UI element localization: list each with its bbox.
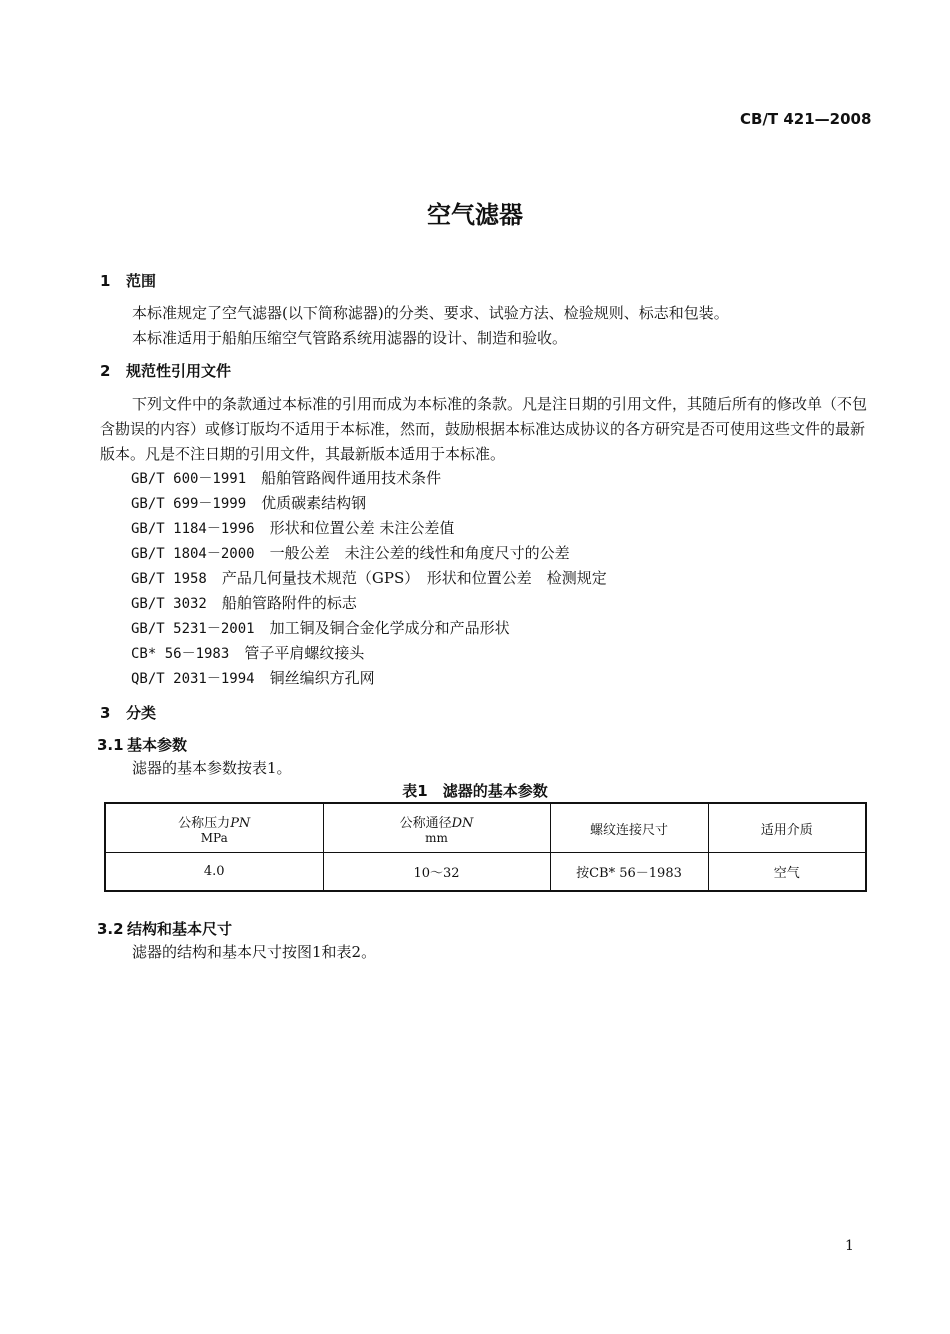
reference-item — [131, 517, 454, 538]
header-medium: 适用介质 — [708, 803, 866, 853]
reference-title: 一般公差 未注公差的线性和角度尺寸的公差 — [269, 544, 570, 562]
reference-title: 船舶管路附件的标志 — [221, 594, 357, 612]
pressure-unit: MPa — [200, 830, 228, 845]
reference-code: GB/T 3032 — [131, 596, 207, 612]
reference-title: 加工铜及铜合金化学成分和产品形状 — [269, 619, 510, 637]
reference-item — [131, 492, 366, 513]
cell-diameter: 10～32 — [323, 853, 550, 892]
reference-title: 船舶管路阀件通用技术条件 — [261, 469, 442, 487]
reference-title: 产品几何量技术规范（GPS） 形状和位置公差 检测规定 — [221, 569, 607, 587]
reference-item — [131, 592, 357, 613]
reference-title: 铜丝编织方孔网 — [269, 669, 375, 687]
document-title: 空气滤器 — [427, 201, 523, 229]
diameter-symbol: DN — [451, 815, 474, 831]
section-3-1-number: 3.1 — [97, 736, 124, 754]
reference-code: GB/T 600－1991 — [131, 471, 247, 487]
cell-thread: 按CB* 56－1983 — [550, 853, 708, 892]
section-3-2-text: 滤器的结构和基本尺寸按图1和表2。 — [132, 943, 377, 961]
reference-code: GB/T 699－1999 — [131, 496, 247, 512]
section-2-title: 规范性引用文件 — [126, 362, 232, 380]
section-3-title: 分类 — [126, 704, 157, 722]
header-nominal-diameter — [323, 803, 550, 853]
reference-code: QB/T 2031－1994 — [131, 671, 255, 687]
reference-item — [131, 667, 375, 688]
section-1-para-2: 本标准适用于船舶压缩空气管路系统用滤器的设计、制造和验收。 — [132, 329, 568, 347]
reference-item — [131, 542, 570, 563]
table-1-caption: 表1 滤器的基本参数 — [402, 782, 548, 800]
reference-code: GB/T 1804－2000 — [131, 546, 255, 562]
section-3-1-title: 基本参数 — [127, 736, 188, 754]
standard-code: CB/T 421—2008 — [740, 110, 872, 128]
reference-title: 管子平肩螺纹接头 — [244, 644, 365, 662]
section-1-para-1: 本标准规定了空气滤器(以下简称滤器)的分类、要求、试验方法、检验规则、标志和包装。 — [132, 304, 729, 322]
section-1-title: 范围 — [126, 272, 157, 290]
pressure-symbol: PN — [230, 815, 251, 831]
section-3-2-number: 3.2 — [97, 920, 124, 938]
reference-item — [131, 642, 364, 663]
reference-item — [131, 467, 441, 488]
diameter-label: 公称通径 — [399, 815, 452, 831]
reference-item — [131, 567, 607, 588]
reference-title: 优质碳素结构钢 — [261, 494, 367, 512]
reference-item — [131, 617, 510, 638]
section-3-1-text: 滤器的基本参数按表1。 — [132, 759, 292, 777]
cell-pressure: 4.0 — [105, 853, 323, 892]
cell-medium: 空气 — [708, 853, 866, 892]
pressure-label: 公称压力 — [178, 815, 231, 831]
table-row — [105, 853, 866, 892]
section-1-number: 1 — [100, 272, 111, 290]
section-2-number: 2 — [100, 362, 111, 380]
reference-title: 形状和位置公差 未注公差值 — [269, 519, 455, 537]
table-1-basic-parameters — [104, 802, 867, 892]
section-3-2-heading — [97, 918, 232, 939]
section-3-1-heading — [97, 734, 187, 755]
reference-code: CB* 56－1983 — [131, 646, 230, 662]
diameter-unit: mm — [425, 830, 448, 845]
header-thread-size: 螺纹连接尺寸 — [550, 803, 708, 853]
table-header-row — [105, 803, 866, 853]
section-2-heading — [100, 360, 231, 381]
section-1-heading — [100, 270, 156, 291]
section-3-heading — [100, 702, 156, 723]
section-2-intro: 下列文件中的条款通过本标准的引用而成为本标准的条款。凡是注日期的引用文件，其随后所有的修改单（不包含勘误的内容）或修订版均不适用于本标准，然而，鼓励根据本标准达成协议的各方研究是否可使用这些文件的最新版本。凡是不注日期的引用文件，其最新版本适用于本标准。 — [100, 395, 868, 463]
header-nominal-pressure — [105, 803, 323, 853]
reference-code: GB/T 1958 — [131, 571, 207, 587]
reference-code: GB/T 5231－2001 — [131, 621, 255, 637]
page-number: 1 — [845, 1238, 854, 1254]
reference-code: GB/T 1184－1996 — [131, 521, 255, 537]
section-3-number: 3 — [100, 704, 111, 722]
section-3-2-title: 结构和基本尺寸 — [127, 920, 233, 938]
